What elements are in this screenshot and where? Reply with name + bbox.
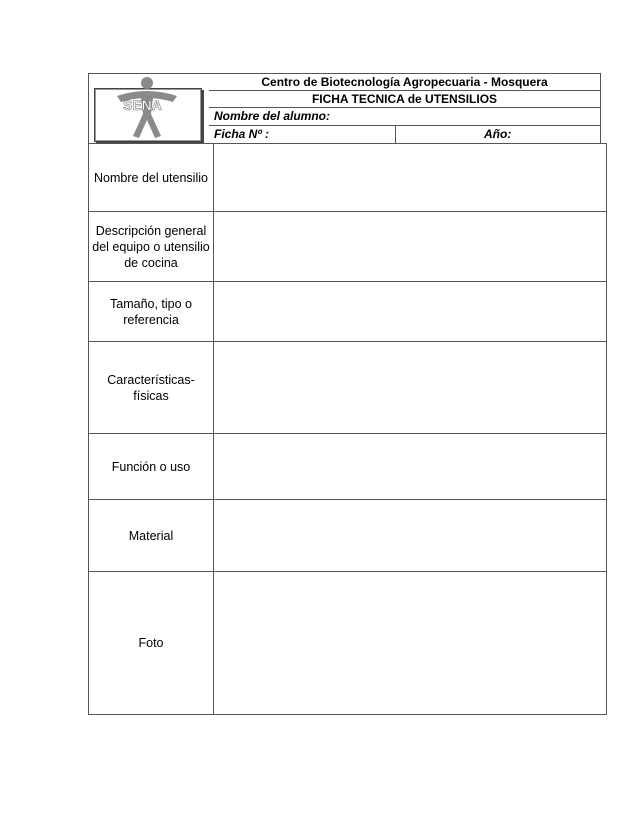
utensil-details-table — [88, 143, 607, 715]
size-field[interactable] — [214, 282, 607, 342]
characteristics-field[interactable] — [214, 342, 607, 434]
row-label-function: Función o uso — [89, 434, 214, 500]
ficha-year-row — [209, 125, 601, 144]
sena-logo-icon — [111, 74, 181, 146]
row-label-material: Material — [89, 500, 214, 572]
photo-field[interactable] — [214, 572, 607, 715]
institution-row — [209, 73, 601, 90]
table-row — [89, 572, 607, 715]
material-field[interactable] — [214, 500, 607, 572]
student-name-label: Nombre del alumno: — [214, 109, 331, 123]
form-title-row — [209, 90, 601, 107]
form-title: FICHA TECNICA de UTENSILIOS — [311, 92, 498, 106]
ficha-label: Ficha Nº : — [214, 127, 270, 141]
row-label-description: Descripción general del equipo o utensilio de cocina — [89, 212, 214, 282]
table-row — [89, 500, 607, 572]
row-label-photo: Foto — [89, 572, 214, 715]
logo-cell — [88, 73, 209, 144]
table-row — [89, 342, 607, 434]
ficha-year-divider — [395, 126, 396, 143]
table-row — [89, 144, 607, 212]
description-field[interactable] — [214, 212, 607, 282]
row-label-characteristics: Características- físicas — [89, 342, 214, 434]
student-name-row[interactable] — [209, 107, 601, 125]
row-label-size: Tamaño, tipo o referencia — [89, 282, 214, 342]
function-field[interactable] — [214, 434, 607, 500]
table-row — [89, 282, 607, 342]
logo-text: SENA — [123, 97, 162, 113]
institution-name: Centro de Biotecnología Agropecuaria - Mosquera — [261, 75, 548, 89]
year-label: Año: — [484, 127, 512, 141]
table-row — [89, 212, 607, 282]
table-row — [89, 434, 607, 500]
row-label-name: Nombre del utensilio — [89, 144, 214, 212]
utensil-name-field[interactable] — [214, 144, 607, 212]
